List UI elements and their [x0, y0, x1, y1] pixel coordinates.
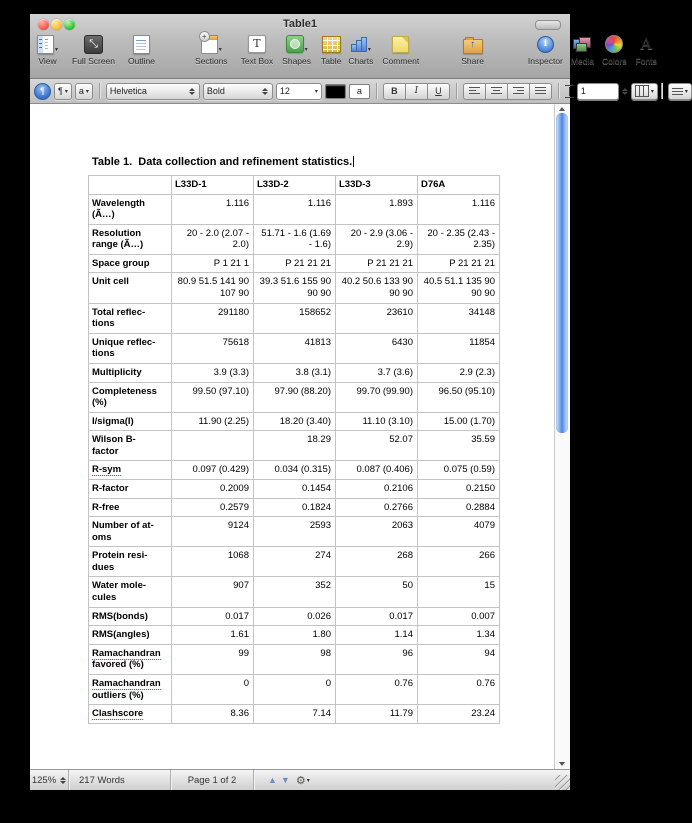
- list-style-popup[interactable]: [668, 83, 692, 100]
- table-cell[interactable]: 18.29: [254, 431, 336, 461]
- table-cell[interactable]: 40.2 50.6 133 90 90 90: [336, 273, 418, 303]
- table-cell[interactable]: 40.5 51.1 135 90 90 90: [418, 273, 500, 303]
- media-button[interactable]: [571, 33, 594, 66]
- table-row: [89, 547, 500, 577]
- comment-button[interactable]: [382, 33, 419, 66]
- align-left-icon: [469, 87, 480, 96]
- comment-icon: [392, 36, 409, 53]
- table-row-label[interactable]: Water mole- cules: [89, 577, 172, 607]
- font-family-value: Helvetica: [109, 86, 147, 96]
- underline-button[interactable]: U: [427, 83, 450, 100]
- table-cell[interactable]: 274: [254, 547, 336, 577]
- window-resize-handle[interactable]: [555, 775, 570, 790]
- table-row: [89, 517, 500, 547]
- table-cell[interactable]: 0.017: [172, 607, 254, 626]
- align-justify-icon: [535, 87, 546, 96]
- styles-drawer-button[interactable]: ¶: [34, 83, 51, 100]
- document-title-text: Table 1. Data collection and refinement statistics.: [92, 156, 353, 168]
- scroll-down-icon[interactable]: [559, 762, 565, 766]
- chevron-down-icon: ▾: [64, 88, 68, 95]
- table-cell[interactable]: 907: [172, 577, 254, 607]
- table-row-label[interactable]: R-sym: [89, 461, 172, 480]
- table-row: [89, 363, 500, 382]
- share-button[interactable]: [461, 33, 484, 66]
- list-icon: [672, 87, 683, 96]
- table-cell[interactable]: 2593: [254, 517, 336, 547]
- inspector-button[interactable]: [528, 33, 563, 66]
- textbox-button[interactable]: [241, 33, 274, 66]
- shapes-button[interactable]: [282, 33, 311, 66]
- toolbar-label: Table: [321, 56, 342, 66]
- toolbar-label: Inspector: [527, 56, 563, 66]
- table-cell[interactable]: 266: [418, 547, 500, 577]
- line-spacing-stepper[interactable]: [622, 86, 628, 97]
- separator: [376, 83, 377, 99]
- fonts-button[interactable]: [636, 33, 657, 66]
- table-row-label[interactable]: Unit cell: [89, 273, 172, 303]
- statistics-table[interactable]: [88, 175, 500, 724]
- view-button[interactable]: [37, 33, 58, 66]
- separator: [253, 770, 254, 790]
- table-cell[interactable]: 0.087 (0.406): [336, 461, 418, 480]
- table-icon: [322, 36, 341, 53]
- table-header-row: [89, 176, 500, 195]
- table-row-label[interactable]: RMS(angles): [89, 626, 172, 645]
- separator: [661, 83, 662, 99]
- table-cell[interactable]: 1068: [172, 547, 254, 577]
- table-cell[interactable]: 97.90 (88.20): [254, 382, 336, 412]
- table-cell[interactable]: 75618: [172, 333, 254, 363]
- view-icon: [37, 35, 54, 54]
- table-cell[interactable]: 94: [418, 644, 500, 674]
- table-cell[interactable]: 0.2884: [418, 498, 500, 517]
- character-style-popup[interactable]: [75, 83, 93, 100]
- align-center-icon: [491, 87, 502, 96]
- table-cell[interactable]: 0.1454: [254, 479, 336, 498]
- next-page-button[interactable]: ▼: [280, 775, 290, 785]
- colors-button[interactable]: [602, 33, 627, 66]
- font-size-value: 12: [279, 86, 290, 96]
- table-row: [89, 194, 500, 224]
- font-size-field[interactable]: [276, 83, 322, 100]
- table-cell[interactable]: 2.9 (2.3): [418, 363, 500, 382]
- toolbar-label: Outline: [128, 56, 155, 66]
- vertical-scrollbar[interactable]: [554, 104, 570, 769]
- scrollbar-thumb[interactable]: [556, 113, 568, 433]
- toolbar-label: Sections: [194, 56, 228, 66]
- chevron-down-icon: ▾: [304, 47, 308, 53]
- alignment-button-group: [463, 83, 552, 100]
- zoom-stepper[interactable]: [59, 775, 66, 786]
- table-row: [89, 577, 500, 607]
- table-row: [89, 461, 500, 480]
- chevron-down-icon: ▾: [218, 47, 222, 53]
- format-bar: [30, 79, 688, 104]
- table-row-label[interactable]: Unique reflec- tions: [89, 333, 172, 363]
- table-cell[interactable]: 0.2150: [418, 479, 500, 498]
- align-right-icon: [513, 87, 524, 96]
- table-cell[interactable]: 18.20 (3.40): [254, 412, 336, 431]
- line-spacing-value: 1: [580, 86, 586, 96]
- chevron-down-icon: ▾: [650, 88, 654, 95]
- zoom-control[interactable]: [30, 770, 68, 790]
- table-cell[interactable]: 268: [336, 547, 418, 577]
- align-center-button[interactable]: [485, 83, 507, 100]
- table-row-label[interactable]: Completeness (%): [89, 382, 172, 412]
- align-justify-button[interactable]: [529, 83, 552, 100]
- table-cell[interactable]: 3.7 (3.6): [336, 363, 418, 382]
- title-bar[interactable]: [30, 14, 570, 32]
- table-cell[interactable]: 0.1824: [254, 498, 336, 517]
- line-spacing-field[interactable]: [577, 83, 619, 100]
- table-row: [89, 607, 500, 626]
- table-row-label[interactable]: I/sigma(I): [89, 412, 172, 431]
- table-cell[interactable]: 15.00 (1.70): [418, 412, 500, 431]
- table-row-label[interactable]: Protein resi- dues: [89, 547, 172, 577]
- table-cell[interactable]: 0: [172, 674, 254, 704]
- table-cell[interactable]: 0.2009: [172, 479, 254, 498]
- table-cell[interactable]: 3.9 (3.3): [172, 363, 254, 382]
- table-cell[interactable]: 158652: [254, 303, 336, 333]
- text-color-well[interactable]: [325, 84, 346, 99]
- columns-icon: [635, 85, 649, 97]
- toolbar-label: Comment: [382, 56, 420, 66]
- toolbar-label: Colors: [602, 56, 627, 66]
- typeface-value: Bold: [206, 86, 225, 96]
- table-cell[interactable]: 52.07: [336, 431, 418, 461]
- document-title[interactable]: [92, 156, 554, 168]
- typeface-popup[interactable]: [203, 83, 273, 100]
- chevron-down-icon: ▾: [55, 47, 59, 53]
- table-cell[interactable]: 4079: [418, 517, 500, 547]
- toolbar-label: Shapes: [282, 56, 312, 66]
- toolbar-label: Full Screen: [72, 56, 116, 66]
- table-cell[interactable]: 20 - 2.0 (2.07 - 2.0): [172, 224, 254, 254]
- chevron-down-icon: ▾: [306, 777, 310, 784]
- table-cell[interactable]: 80.9 51.5 141 90 107 90: [172, 273, 254, 303]
- line-spacing-icon: [565, 85, 574, 98]
- table-row: [89, 273, 500, 303]
- toolbar-label: Text Box: [240, 56, 274, 66]
- font-family-popup[interactable]: [106, 83, 200, 100]
- table-row-label[interactable]: R-factor: [89, 479, 172, 498]
- sections-icon: [201, 35, 218, 54]
- toolbar-toggle-pill[interactable]: [535, 20, 561, 30]
- table-cell[interactable]: [172, 431, 254, 461]
- table-column-header[interactable]: L33D-2: [254, 176, 336, 195]
- table-column-header[interactable]: D76A: [418, 176, 500, 195]
- table-row: [89, 412, 500, 431]
- table-cell[interactable]: 11.79: [336, 705, 418, 724]
- toolbar-label: Media: [570, 56, 595, 66]
- previous-page-button[interactable]: ▲: [268, 775, 277, 785]
- table-cell[interactable]: 0.026: [254, 607, 336, 626]
- char-style-icon: a: [78, 86, 84, 96]
- page-indicator[interactable]: Page 1 of 2: [187, 774, 237, 786]
- table-cell[interactable]: 23610: [336, 303, 418, 333]
- table-row-label[interactable]: Resolution range (Ã…): [89, 224, 172, 254]
- zoom-level: 125%: [31, 774, 57, 786]
- table-cell[interactable]: 352: [254, 577, 336, 607]
- table-cell[interactable]: P 21 21 21: [254, 254, 336, 273]
- table-row: [89, 224, 500, 254]
- table-cell[interactable]: 11.10 (3.10): [336, 412, 418, 431]
- table-cell[interactable]: 0.76: [336, 674, 418, 704]
- table-row-label[interactable]: Clashscore: [89, 705, 172, 724]
- table-cell[interactable]: 291180: [172, 303, 254, 333]
- color-wheel-icon: [605, 35, 623, 53]
- paragraph-style-popup[interactable]: [54, 83, 72, 100]
- inspector-icon: i: [537, 36, 554, 53]
- table-cell[interactable]: 0.2579: [172, 498, 254, 517]
- toolbar-label: Charts: [348, 56, 374, 66]
- table-cell[interactable]: 11854: [418, 333, 500, 363]
- table-row: [89, 431, 500, 461]
- table-row-label[interactable]: Multiplicity: [89, 363, 172, 382]
- scroll-up-icon[interactable]: [559, 107, 565, 111]
- background-color-well[interactable]: a: [349, 84, 370, 99]
- table-cell[interactable]: P 1 21 1: [172, 254, 254, 273]
- table-cell[interactable]: 1.116: [254, 194, 336, 224]
- table-cell[interactable]: 1.893: [336, 194, 418, 224]
- chevron-down-icon: ▾: [367, 47, 371, 53]
- charts-icon: [351, 37, 367, 52]
- table-cell[interactable]: 34148: [418, 303, 500, 333]
- table-cell[interactable]: 0.007: [418, 607, 500, 626]
- table-cell[interactable]: 0: [254, 674, 336, 704]
- document-page[interactable]: [30, 104, 554, 769]
- outline-icon: [133, 35, 150, 54]
- fonts-icon: A: [640, 34, 653, 53]
- table-cell[interactable]: 11.90 (2.25): [172, 412, 254, 431]
- align-left-button[interactable]: [463, 83, 485, 100]
- table-cell[interactable]: 3.8 (3.1): [254, 363, 336, 382]
- table-row: [89, 644, 500, 674]
- separator: [99, 83, 100, 99]
- table-cell[interactable]: 99: [172, 644, 254, 674]
- table-cell[interactable]: 8.36: [172, 705, 254, 724]
- stepper-icon: [262, 86, 269, 97]
- table-corner-cell[interactable]: [89, 176, 172, 195]
- table-cell[interactable]: 96: [336, 644, 418, 674]
- table-row-label[interactable]: Wavelength (Ã…): [89, 194, 172, 224]
- table-cell[interactable]: 0.2106: [336, 479, 418, 498]
- table-cell[interactable]: 1.116: [418, 194, 500, 224]
- stepper-icon: [189, 86, 196, 97]
- table-cell[interactable]: P 21 21 21: [336, 254, 418, 273]
- table-row: [89, 382, 500, 412]
- table-row-label[interactable]: Total reflec- tions: [89, 303, 172, 333]
- text-cursor: [353, 156, 354, 167]
- table-row: [89, 333, 500, 363]
- table-cell[interactable]: 99.70 (99.90): [336, 382, 418, 412]
- fullscreen-icon: ⤡: [84, 35, 103, 54]
- window-header: [30, 14, 657, 79]
- status-bar: [30, 769, 570, 790]
- shapes-icon: [286, 35, 304, 53]
- fullscreen-button[interactable]: [72, 33, 115, 66]
- table-row: [89, 303, 500, 333]
- table-cell[interactable]: 20 - 2.9 (3.06 - 2.9): [336, 224, 418, 254]
- table-cell[interactable]: 0.2766: [336, 498, 418, 517]
- toolbar-label: Share: [461, 56, 484, 66]
- table-row-label[interactable]: Ramachandran favored (%): [89, 644, 172, 674]
- table-column-header[interactable]: L33D-3: [336, 176, 418, 195]
- table-cell[interactable]: 39.3 51.6 155 90 90 90: [254, 273, 336, 303]
- word-count: 217 Words: [79, 774, 125, 786]
- table-row-label[interactable]: RMS(bonds): [89, 607, 172, 626]
- table-row: [89, 498, 500, 517]
- table-row: [89, 479, 500, 498]
- table-cell[interactable]: 6430: [336, 333, 418, 363]
- media-icon: [573, 37, 591, 51]
- table-cell[interactable]: 1.61: [172, 626, 254, 645]
- table-row-label[interactable]: Ramachandran outliers (%): [89, 674, 172, 704]
- table-cell[interactable]: 98: [254, 644, 336, 674]
- table-row-label[interactable]: Wilson B- factor: [89, 431, 172, 461]
- table-cell[interactable]: 0.017: [336, 607, 418, 626]
- table-cell[interactable]: 35.59: [418, 431, 500, 461]
- toolbar: [30, 32, 657, 77]
- table-cell[interactable]: 50: [336, 577, 418, 607]
- paragraph-icon: ¶: [58, 86, 63, 96]
- separator: [456, 83, 457, 99]
- table-cell[interactable]: 0.075 (0.59): [418, 461, 500, 480]
- table-row: [89, 674, 500, 704]
- window-title: Table1: [282, 18, 318, 30]
- style-button-group: [383, 83, 450, 100]
- table-cell[interactable]: 7.14: [254, 705, 336, 724]
- table-cell[interactable]: 15: [418, 577, 500, 607]
- toolbar-label: Fonts: [635, 56, 657, 66]
- gear-icon: ⚙: [295, 774, 306, 787]
- table-row-label[interactable]: Space group: [89, 254, 172, 273]
- table-column-header[interactable]: L33D-1: [172, 176, 254, 195]
- table-body: [89, 194, 500, 723]
- table-cell[interactable]: 2063: [336, 517, 418, 547]
- table-cell[interactable]: 96.50 (95.10): [418, 382, 500, 412]
- columns-popup[interactable]: [631, 83, 658, 100]
- share-icon: [463, 39, 483, 54]
- table-button[interactable]: [321, 33, 341, 66]
- align-right-button[interactable]: [507, 83, 529, 100]
- italic-button[interactable]: I: [405, 83, 427, 100]
- chevron-down-icon: ▾: [85, 88, 89, 95]
- table-cell[interactable]: 9124: [172, 517, 254, 547]
- table-row-label[interactable]: Number of at- oms: [89, 517, 172, 547]
- chevron-down-icon: ▾: [314, 88, 318, 95]
- toolbar-label: View: [38, 56, 57, 66]
- table-cell[interactable]: 20 - 2.35 (2.43 - 2.35): [418, 224, 500, 254]
- table-cell[interactable]: 23.24: [418, 705, 500, 724]
- sections-button[interactable]: [195, 33, 228, 66]
- table-cell[interactable]: P 21 21 21: [418, 254, 500, 273]
- outline-button[interactable]: [128, 33, 155, 66]
- charts-button[interactable]: [348, 33, 373, 66]
- table-cell[interactable]: 51.71 - 1.6 (1.69 - 1.6): [254, 224, 336, 254]
- page-options-menu[interactable]: [296, 774, 310, 787]
- table-row: [89, 254, 500, 273]
- table-cell[interactable]: 0.034 (0.315): [254, 461, 336, 480]
- chevron-down-icon: ▾: [684, 88, 688, 95]
- table-row: [89, 626, 500, 645]
- table-cell[interactable]: 0.76: [418, 674, 500, 704]
- text-box-icon: T: [248, 35, 266, 53]
- content-area: [30, 104, 570, 769]
- bold-button[interactable]: B: [383, 83, 405, 100]
- table-cell[interactable]: 0.097 (0.429): [172, 461, 254, 480]
- table-cell[interactable]: 1.14: [336, 626, 418, 645]
- table-row-label[interactable]: R-free: [89, 498, 172, 517]
- table-cell[interactable]: 41813: [254, 333, 336, 363]
- table-cell[interactable]: 99.50 (97.10): [172, 382, 254, 412]
- separator: [558, 83, 559, 99]
- table-cell[interactable]: 1.34: [418, 626, 500, 645]
- table-cell[interactable]: 1.116: [172, 194, 254, 224]
- table-row: [89, 705, 500, 724]
- table-cell[interactable]: 1.80: [254, 626, 336, 645]
- app-window: [30, 14, 688, 790]
